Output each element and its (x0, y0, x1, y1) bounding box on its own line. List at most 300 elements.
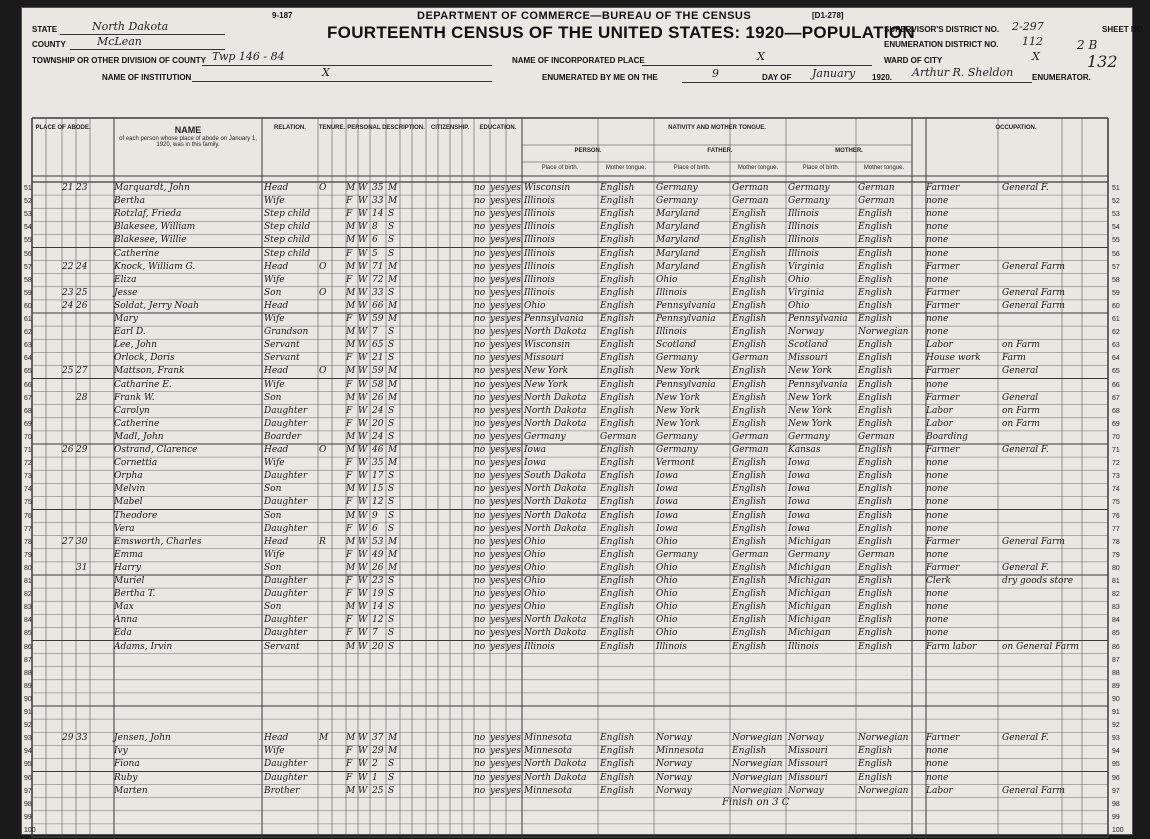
cell-write: yes (490, 536, 506, 547)
cell-color: W (358, 746, 368, 757)
cell-industry: General Farm (1002, 300, 1065, 311)
line-number: 73 (1112, 473, 1120, 481)
cell-speak: yes (506, 248, 522, 259)
cell-marital: M (388, 458, 398, 469)
cell-birthplace: North Dakota (524, 628, 587, 639)
cell-color: W (358, 772, 368, 783)
cell-occ: none (926, 471, 949, 482)
cell-ftongue: English (732, 287, 767, 298)
cell-color: W (358, 235, 368, 246)
cell-write: yes (490, 248, 506, 259)
cell-age: 2 (372, 759, 378, 770)
cell-tongue: English (600, 300, 635, 311)
cell-occ: Labor (926, 340, 953, 351)
enumeration-value: 112 (1022, 35, 1043, 48)
cell-mbirth: Germany (788, 196, 830, 207)
cell-relation: Daughter (264, 418, 308, 429)
cell-mtongue: English (858, 392, 893, 403)
cell-fbirth: Illinois (656, 641, 687, 652)
cell-read: no (474, 536, 486, 547)
cell-mtongue: German (858, 196, 895, 207)
cell-fbirth: New York (656, 366, 701, 377)
cell-color: W (358, 261, 368, 272)
line-number-left: 56 (24, 250, 32, 258)
line-number-left: 72 (24, 460, 32, 468)
line-number: 98 (1112, 800, 1120, 808)
cell-fbirth: Iowa (656, 471, 679, 482)
cell-marital: S (388, 759, 395, 770)
table-row (22, 274, 1132, 287)
cell-family: 26 (76, 300, 88, 311)
cell-write: yes (490, 458, 506, 469)
cell-write: yes (490, 615, 506, 626)
line-number-left: 67 (24, 394, 32, 402)
cell-mbirth: Virginia (788, 287, 825, 298)
cell-fbirth: Maryland (656, 222, 700, 233)
line-number-left: 73 (24, 473, 32, 481)
col-father-tongue: Mother tongue. (737, 165, 779, 171)
cell-ftongue: English (732, 274, 767, 285)
cell-marital: S (388, 418, 395, 429)
cell-sex: F (346, 405, 353, 416)
cell-read: no (474, 418, 486, 429)
cell-occ: none (926, 484, 949, 495)
cell-tongue: German (600, 431, 637, 442)
cell-color: W (358, 196, 368, 207)
cell-write: yes (490, 589, 506, 600)
cell-mtongue: English (858, 353, 893, 364)
cell-birthplace: New York (524, 379, 569, 390)
cell-ftongue: Norwegian (732, 772, 783, 783)
cell-birthplace: Ohio (524, 576, 546, 586)
cell-birthplace: Illinois (524, 235, 555, 246)
cell-birthplace: North Dakota (524, 615, 587, 626)
cell-age: 65 (372, 340, 384, 351)
cell-mtongue: English (858, 287, 893, 298)
cell-fbirth: Illinois (656, 287, 687, 298)
cell-sex: F (346, 353, 353, 364)
col-name-desc: of each person whose place of abode on January 1, 1920, was in this family. (119, 136, 257, 148)
cell-tongue: English (600, 562, 635, 573)
cell-fbirth: Ohio (656, 576, 678, 586)
form-code: [D1-278] (812, 11, 844, 20)
cell-birthplace: Minnesota (524, 785, 573, 796)
cell-marital: S (388, 484, 395, 495)
cell-mbirth: Michigan (788, 589, 831, 600)
cell-speak: yes (506, 287, 522, 298)
line-number-left: 60 (24, 302, 32, 310)
cell-write: yes (490, 510, 506, 521)
cell-speak: yes (506, 641, 522, 652)
table-row (22, 693, 1132, 706)
cell-mbirth: Germany (788, 431, 830, 442)
cell-mtongue: English (858, 405, 893, 416)
cell-tongue: English (600, 340, 635, 351)
cell-marital: S (388, 772, 395, 783)
cell-age: 23 (372, 576, 384, 586)
cell-ftongue: English (732, 379, 767, 390)
cell-tongue: English (600, 235, 635, 246)
cell-fbirth: Maryland (656, 209, 700, 220)
cell-read: no (474, 287, 486, 298)
line-number-left: 65 (24, 368, 32, 376)
cell-ftongue: English (732, 562, 767, 573)
cell-ftongue: English (732, 418, 767, 429)
cell-age: 37 (372, 733, 384, 744)
line-number-left: 74 (24, 486, 32, 494)
cell-fbirth: New York (656, 418, 701, 429)
cell-mtongue: Norwegian (858, 327, 909, 338)
line-number-left: 58 (24, 276, 32, 284)
cell-relation: Step child (264, 222, 311, 233)
cell-birthplace: North Dakota (524, 392, 587, 403)
table-row (22, 457, 1132, 470)
cell-age: 53 (372, 536, 384, 547)
cell-birthplace: Missouri (524, 353, 564, 364)
cell-dwelling: 26 (62, 445, 74, 455)
cell-age: 35 (372, 458, 384, 469)
line-number: 99 (1112, 813, 1120, 821)
cell-name: Fiona (114, 759, 140, 770)
cell-write: yes (490, 484, 506, 495)
cell-occ: Farm labor (926, 641, 977, 652)
cell-write: yes (490, 497, 506, 508)
line-number-left: 77 (24, 525, 32, 533)
cell-family: 30 (76, 536, 88, 547)
cell-relation: Daughter (264, 628, 308, 639)
cell-tongue: English (600, 602, 635, 613)
ward-value: X (1032, 50, 1040, 63)
line-number: 71 (1112, 447, 1120, 454)
cell-tenure: R (319, 536, 326, 547)
cell-mbirth: Iowa (788, 510, 811, 521)
cell-mtongue: English (858, 366, 893, 377)
cell-mtongue: English (858, 562, 893, 573)
table-row (22, 798, 1132, 811)
cell-age: 35 (372, 183, 384, 193)
cell-mtongue: English (858, 314, 893, 324)
cell-occ: none (926, 458, 949, 469)
cell-speak: yes (506, 314, 522, 324)
cell-name: Jensen, John (114, 733, 171, 744)
cell-marital: M (388, 445, 398, 455)
cell-occ: none (926, 196, 949, 207)
cell-read: no (474, 615, 486, 626)
line-number: 80 (1112, 564, 1120, 572)
cell-tongue: English (600, 510, 635, 521)
cell-ftongue: English (732, 222, 767, 233)
cell-tongue: English (600, 418, 635, 429)
cell-name: Mabel (114, 497, 143, 508)
cell-industry: Farm (1002, 353, 1026, 364)
cell-relation: Boarder (264, 431, 302, 442)
cell-speak: yes (506, 222, 522, 233)
cell-mtongue: English (858, 759, 893, 770)
table-row (22, 745, 1132, 758)
cell-speak: yes (506, 261, 522, 272)
cell-occ: none (926, 379, 949, 390)
cell-birthplace: Wisconsin (524, 340, 571, 351)
line-number-left: 83 (24, 604, 32, 612)
table-row (22, 758, 1132, 771)
cell-read: no (474, 641, 486, 652)
cell-family: 28 (76, 392, 88, 403)
cell-sex: M (346, 536, 356, 547)
cell-write: yes (490, 300, 506, 311)
line-number-left: 63 (24, 342, 32, 350)
cell-read: no (474, 431, 486, 442)
cell-relation: Son (264, 484, 282, 495)
cell-sex: M (346, 392, 356, 403)
cell-industry: on Farm (1002, 405, 1040, 416)
cell-name: Anna (114, 615, 138, 626)
cell-read: no (474, 759, 486, 770)
col-mother: MOTHER. (835, 148, 863, 154)
cell-ftongue: English (732, 209, 767, 220)
cell-occ: Labor (926, 405, 953, 416)
cell-marital: S (388, 405, 395, 416)
cell-write: yes (490, 431, 506, 442)
cell-read: no (474, 445, 486, 455)
cell-fbirth: Ohio (656, 562, 678, 573)
cell-age: 71 (372, 261, 384, 272)
line-number-left: 96 (24, 774, 32, 782)
cell-write: yes (490, 274, 506, 285)
cell-color: W (358, 287, 368, 298)
table-row (22, 352, 1132, 365)
cell-ftongue: English (732, 248, 767, 259)
cell-mtongue: English (858, 772, 893, 783)
institution-value: X (322, 66, 330, 79)
cell-sex: F (346, 379, 353, 390)
cell-age: 72 (372, 274, 384, 285)
line-number: 87 (1112, 656, 1120, 664)
cell-tongue: English (600, 353, 635, 364)
cell-relation: Head (264, 261, 289, 272)
cell-write: yes (490, 523, 506, 534)
cell-family: 25 (76, 287, 88, 298)
table-row (22, 732, 1132, 745)
ward-label: WARD OF CITY (884, 56, 943, 65)
cell-tongue: English (600, 366, 635, 377)
cell-speak: yes (506, 340, 522, 351)
cell-write: yes (490, 314, 506, 324)
cell-fbirth: Ohio (656, 602, 678, 613)
cell-marital: S (388, 471, 395, 482)
cell-mbirth: Iowa (788, 523, 811, 534)
cell-speak: yes (506, 418, 522, 429)
cell-marital: M (388, 274, 398, 285)
line-number-left: 57 (24, 263, 32, 271)
table-row (22, 405, 1132, 418)
incorporated-label: NAME OF INCORPORATED PLACE (512, 56, 645, 65)
cell-mtongue: English (858, 471, 893, 482)
cell-birthplace: Ohio (524, 536, 546, 547)
cell-name: Max (114, 602, 134, 613)
cell-mbirth: Iowa (788, 471, 811, 482)
line-number: 94 (1112, 748, 1120, 756)
col-occupation: OCCUPATION. (995, 125, 1037, 131)
cell-mtongue: Norwegian (858, 733, 909, 744)
table-row (22, 496, 1132, 509)
cell-occ: Farmer (926, 445, 960, 455)
cell-mtongue: Norwegian (858, 785, 909, 796)
cell-name: Orpha (114, 471, 143, 482)
cell-fbirth: Norway (656, 772, 692, 783)
cell-mtongue: English (858, 248, 893, 259)
cell-occ: Labor (926, 785, 953, 796)
cell-speak: yes (506, 576, 522, 586)
cell-mbirth: Michigan (788, 615, 831, 626)
sheet-label: SHEET NO. (1102, 25, 1146, 34)
cell-relation: Servant (264, 340, 300, 351)
cell-speak: yes (506, 300, 522, 311)
line-number: 90 (1112, 695, 1120, 703)
cell-mbirth: Iowa (788, 484, 811, 495)
cell-speak: yes (506, 785, 522, 796)
cell-sex: M (346, 340, 356, 351)
cell-occ: none (926, 235, 949, 246)
cell-mtongue: English (858, 497, 893, 508)
cell-marital: S (388, 431, 395, 442)
cell-mbirth: Illinois (788, 209, 819, 220)
cell-occ: Boarding (926, 431, 968, 442)
table-row (22, 182, 1132, 195)
cell-birthplace: Ohio (524, 562, 546, 573)
cell-mtongue: English (858, 536, 893, 547)
cell-industry: General Farm (1002, 287, 1065, 298)
cell-tongue: English (600, 772, 635, 783)
cell-tongue: English (600, 379, 635, 390)
cell-write: yes (490, 392, 506, 403)
cell-read: no (474, 300, 486, 311)
cell-fbirth: Ohio (656, 628, 678, 639)
cell-relation: Wife (264, 274, 285, 285)
cell-write: yes (490, 327, 506, 338)
supervisor-value: 2-297 (1012, 20, 1044, 33)
cell-write: yes (490, 209, 506, 220)
cell-marital: S (388, 510, 395, 521)
cell-marital: S (388, 615, 395, 626)
line-number-left: 52 (24, 198, 32, 206)
enumerated-label: ENUMERATED BY ME ON THE (542, 73, 658, 82)
line-number: 93 (1112, 735, 1120, 743)
cell-tongue: English (600, 733, 635, 744)
cell-sex: M (346, 602, 356, 613)
table-row (22, 536, 1132, 549)
cell-sex: M (346, 785, 356, 796)
cell-ftongue: English (732, 641, 767, 652)
cell-mtongue: English (858, 484, 893, 495)
cell-ftongue: English (732, 235, 767, 246)
cell-birthplace: Minnesota (524, 746, 573, 757)
cell-age: 59 (372, 314, 384, 324)
cell-age: 12 (372, 615, 384, 626)
cell-relation: Wife (264, 196, 285, 207)
cell-mbirth: Illinois (788, 641, 819, 652)
cell-age: 12 (372, 497, 384, 508)
cell-write: yes (490, 733, 506, 744)
cell-marital: S (388, 576, 395, 586)
cell-age: 19 (372, 589, 384, 600)
cell-occ: none (926, 497, 949, 508)
cell-marital: M (388, 379, 398, 390)
table-row (22, 418, 1132, 431)
cell-dwelling: 21 (62, 183, 74, 193)
cell-fbirth: Ohio (656, 589, 678, 600)
cell-sex: M (346, 510, 356, 521)
cell-color: W (358, 785, 368, 796)
cell-ftongue: German (732, 353, 769, 364)
cell-fbirth: Norway (656, 785, 692, 796)
cell-name: Blakesee, Willie (114, 235, 187, 246)
cell-relation: Son (264, 510, 282, 521)
cell-occ: none (926, 327, 949, 338)
cell-color: W (358, 484, 368, 495)
cell-family: 24 (76, 261, 88, 272)
line-number: 67 (1112, 394, 1120, 402)
cell-relation: Daughter (264, 405, 308, 416)
cell-ftongue: English (732, 366, 767, 377)
cell-write: yes (490, 445, 506, 455)
cell-write: yes (490, 340, 506, 351)
cell-read: no (474, 549, 486, 560)
cell-fbirth: Germany (656, 549, 698, 560)
cell-fbirth: Maryland (656, 248, 700, 259)
cell-fbirth: Maryland (656, 261, 700, 272)
cell-ftongue: English (732, 576, 767, 586)
cell-ftongue: Norwegian (732, 785, 783, 796)
col-education: EDUCATION. (479, 125, 517, 131)
institution-label: NAME OF INSTITUTION (102, 73, 192, 82)
line-number-left: 85 (24, 630, 32, 638)
cell-fbirth: Maryland (656, 235, 700, 246)
cell-mtongue: English (858, 235, 893, 246)
col-person: PERSON. (574, 148, 602, 154)
cell-age: 24 (372, 405, 384, 416)
cell-ftongue: Norwegian (732, 759, 783, 770)
cell-occ: none (926, 549, 949, 560)
cell-mbirth: Kansas (788, 445, 821, 455)
cell-tongue: English (600, 405, 635, 416)
cell-industry: General F. (1002, 445, 1049, 455)
cell-sex: F (346, 196, 353, 207)
cell-color: W (358, 641, 368, 652)
cell-mbirth: Illinois (788, 222, 819, 233)
cell-mbirth: New York (788, 392, 833, 403)
cell-color: W (358, 183, 368, 193)
cell-industry: General Farm (1002, 261, 1065, 272)
line-number: 100 (1112, 826, 1124, 834)
cell-read: no (474, 510, 486, 521)
table-row (22, 261, 1132, 274)
line-number-left: 54 (24, 224, 32, 232)
cell-color: W (358, 458, 368, 469)
cell-mbirth: Missouri (788, 759, 828, 770)
col-mother-birthplace: Place of birth. (802, 165, 840, 171)
cell-tongue: English (600, 314, 635, 324)
line-number-left: 59 (24, 289, 32, 297)
cell-tenure: O (319, 445, 327, 455)
line-number-left: 66 (24, 381, 32, 389)
cell-relation: Son (264, 287, 282, 298)
cell-birthplace: Illinois (524, 261, 555, 272)
cell-tongue: English (600, 392, 635, 403)
cell-relation: Step child (264, 235, 311, 246)
cell-tongue: English (600, 471, 635, 482)
line-number: 74 (1112, 486, 1120, 494)
cell-write: yes (490, 576, 506, 586)
